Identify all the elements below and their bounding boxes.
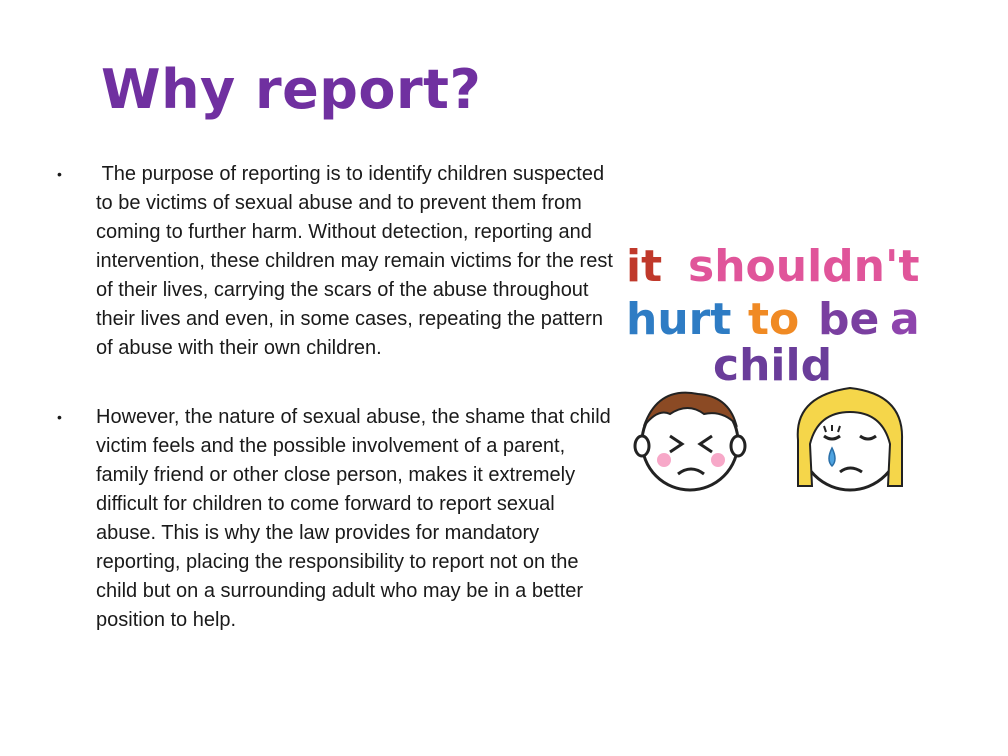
boy-face-icon [635,393,745,490]
illustration-word-shouldnt: shouldn't [688,241,920,292]
bullet-list [40,160,620,635]
girl-face-icon [798,388,902,490]
bullet-text: The purpose of reporting is to identify children suspected to be victims of sexual abuse and to prevent them from coming to further harm. Without detection, reporting and intervention, these children may remain victims for the rest of their lives, carrying the scars of the abuse throughout their lives and even, in some cases, repeating the pattern of abuse with their own children. [96,163,619,359]
illustration-word-it: it [626,241,663,292]
bullet-marker: • [57,409,62,425]
bullet-item [40,403,620,635]
illustration-word-hurt: hurt [626,294,732,345]
children-illustration [618,236,928,496]
illustration-word-child: child [713,340,833,391]
bullet-marker: • [57,166,62,182]
slide-title: Why report? [101,58,482,121]
illustration-word-be: be [818,294,880,345]
illustration-word-a: a [890,294,920,345]
bullet-item [40,160,620,363]
illustration-word-to: to [748,294,800,345]
bullet-text: However, the nature of sexual abuse, the shame that child victim feels and the possible involvement of a parent, family friend or other close person, makes it extremely difficult for children to come forward to report sexual abuse. This is why the law provides for mandatory reporting, placing the responsibility to report not on the child but on a surrounding adult who may be in a better position to help. [96,406,611,631]
